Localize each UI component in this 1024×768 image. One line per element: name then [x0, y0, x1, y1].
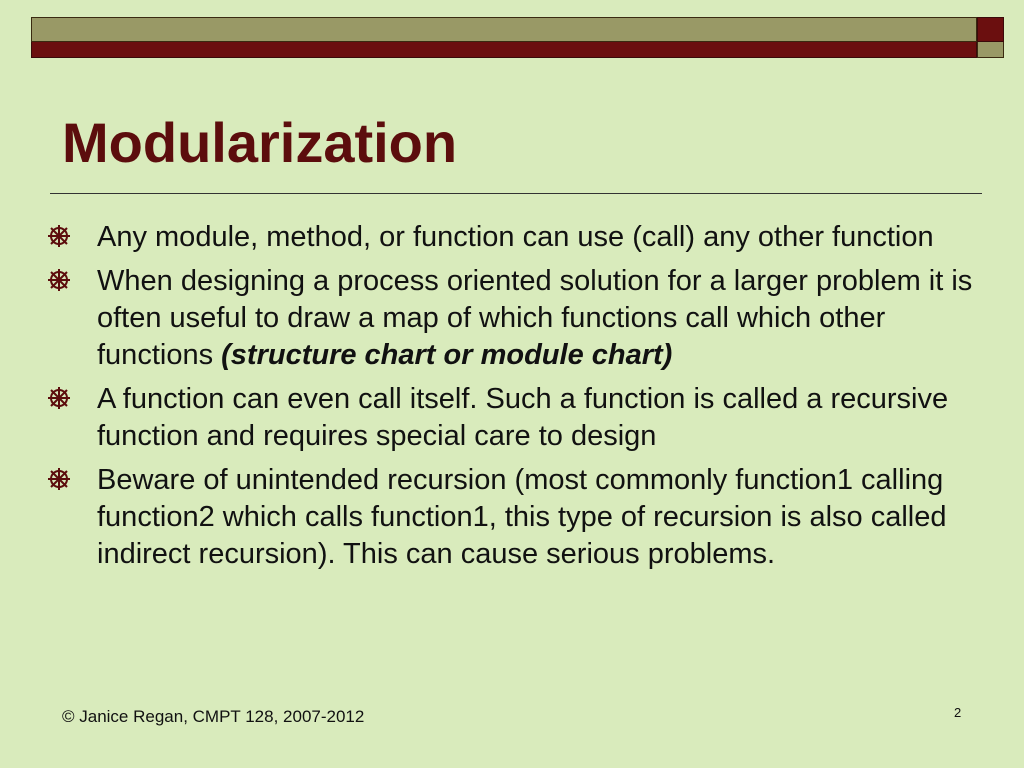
bullet-text: When designing a process oriented solution for a larger problem it is often useful to draw a map of which functions call which other functions: [97, 265, 973, 371]
bullet-text: A function can even call itself. Such a function is called a recursive function and requires special care to design: [97, 383, 949, 452]
bullet-text: Any module, method, or function can use (call) any other function: [97, 221, 934, 253]
bullet-item: [44, 462, 989, 573]
header-bar-bottom: [31, 42, 977, 58]
wheel-icon: [47, 386, 71, 410]
wheel-icon: [47, 224, 71, 248]
wheel-icon: [47, 467, 71, 491]
bullet-text: Beware of unintended recursion (most commonly function1 calling function2 which calls function1, this type of recursion is also called indirect recursion). This can cause serious problems.: [97, 464, 947, 570]
wheel-icon: [47, 268, 71, 292]
bullet-item: [44, 219, 989, 256]
bullet-item: [44, 263, 989, 374]
bullet-emphasis: (structure chart or module chart): [221, 339, 673, 371]
page-number: 2: [954, 705, 962, 720]
header-bar-top: [31, 17, 977, 42]
title-divider: [50, 193, 982, 194]
footer-copyright: © Janice Regan, CMPT 128, 2007-2012: [62, 707, 365, 726]
bullet-list: [44, 219, 989, 580]
bullet-item: [44, 381, 989, 455]
slide-title: Modularization: [62, 111, 458, 174]
header-square-bottom: [977, 42, 1004, 58]
header-square-top: [977, 17, 1004, 42]
